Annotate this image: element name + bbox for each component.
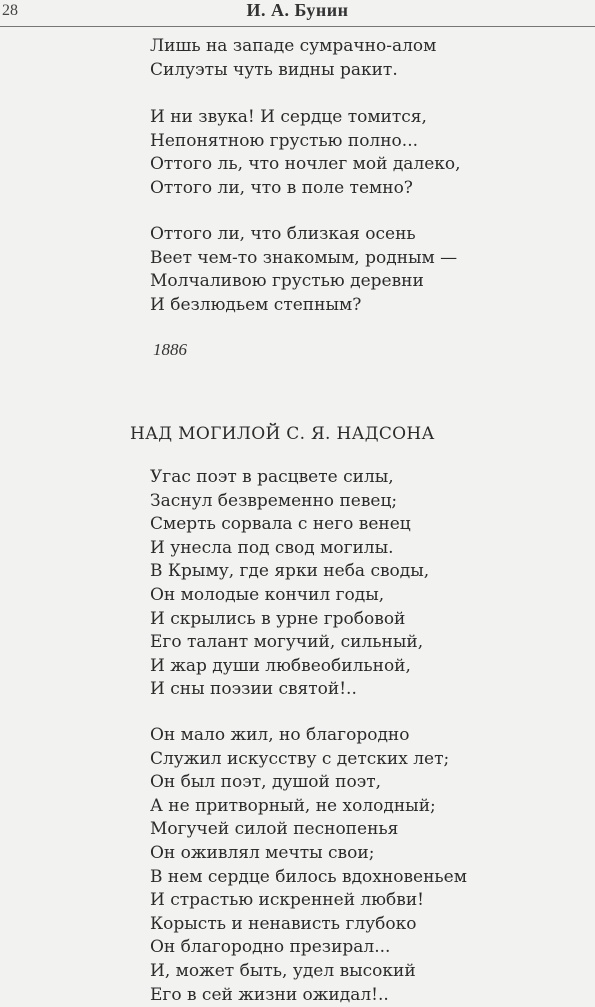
verse-line: Он благородно презирал... bbox=[150, 937, 391, 958]
poem1-date: 1886 bbox=[153, 340, 187, 359]
poem2-title: НАД МОГИЛОЙ С. Я. НАДСОНА bbox=[130, 424, 435, 444]
header-rule bbox=[0, 26, 595, 27]
verse-line: А не притворный, не холодный; bbox=[150, 795, 436, 816]
verse-line: Лишь на западе сумрачно-алом bbox=[150, 36, 437, 56]
verse-line: И безлюдьем степным? bbox=[150, 294, 362, 315]
running-head bbox=[0, 0, 595, 30]
page-number: 28 bbox=[2, 2, 18, 19]
verse-line: И ни звука! И сердце томится, bbox=[150, 107, 427, 127]
verse-line: Его в сей жизни ожидал!.. bbox=[150, 984, 389, 1005]
verse-line: Угас поэт в расцвете силы, bbox=[150, 467, 394, 487]
verse-line: Он молодые кончил годы, bbox=[150, 584, 385, 605]
verse-line: Он оживлял мечты свои; bbox=[150, 842, 375, 863]
verse-line: Молчаливою грустью деревни bbox=[150, 271, 424, 292]
poem1-stanza-2 bbox=[150, 106, 461, 200]
verse-line: И, может быть, удел высокий bbox=[150, 960, 416, 981]
verse-line: Его талант могучий, сильный, bbox=[150, 632, 424, 653]
verse-line: Оттого ль, что ночлег мой далеко, bbox=[150, 154, 461, 175]
verse-line: И жар души любвеобильной, bbox=[150, 655, 411, 676]
verse-line: В Крыму, где ярки неба своды, bbox=[150, 561, 430, 582]
verse-line: Заснул безвременно певец; bbox=[150, 490, 398, 511]
verse-line: Могучей силой песнопенья bbox=[150, 819, 399, 840]
verse-line: И унесла под свод могилы. bbox=[150, 537, 394, 558]
verse-line: И скрылись в урне гробовой bbox=[150, 608, 406, 629]
poem1-stanza-1 bbox=[150, 35, 436, 82]
verse-line: Корысть и ненависть глубоко bbox=[150, 913, 417, 934]
poem1-stanza-3 bbox=[150, 223, 457, 317]
verse-line: Он мало жил, но благородно bbox=[150, 725, 410, 745]
verse-line: Служил искусству с детских лет; bbox=[150, 748, 450, 769]
verse-line: И сны поэзии святой!.. bbox=[150, 679, 357, 700]
verse-line: Оттого ли, что в поле темно? bbox=[150, 177, 413, 198]
verse-line: Смерть сорвала с него венец bbox=[150, 514, 411, 535]
verse-line: Непонятною грустью полно... bbox=[150, 130, 418, 151]
verse-line: Он был поэт, душой поэт, bbox=[150, 772, 382, 793]
poem2-stanza-1 bbox=[150, 466, 429, 702]
poem2-stanza-2 bbox=[150, 724, 467, 1007]
running-head-author: И. А. Бунин bbox=[246, 0, 349, 20]
verse-line: И страстью искренней любви! bbox=[150, 890, 425, 911]
verse-line: Веет чем-то знакомым, родным — bbox=[150, 247, 458, 268]
verse-line: В нем сердце билось вдохновеньем bbox=[150, 866, 467, 887]
verse-line: Оттого ли, что близкая осень bbox=[150, 224, 416, 244]
verse-line: Силуэты чуть видны ракит. bbox=[150, 59, 398, 80]
